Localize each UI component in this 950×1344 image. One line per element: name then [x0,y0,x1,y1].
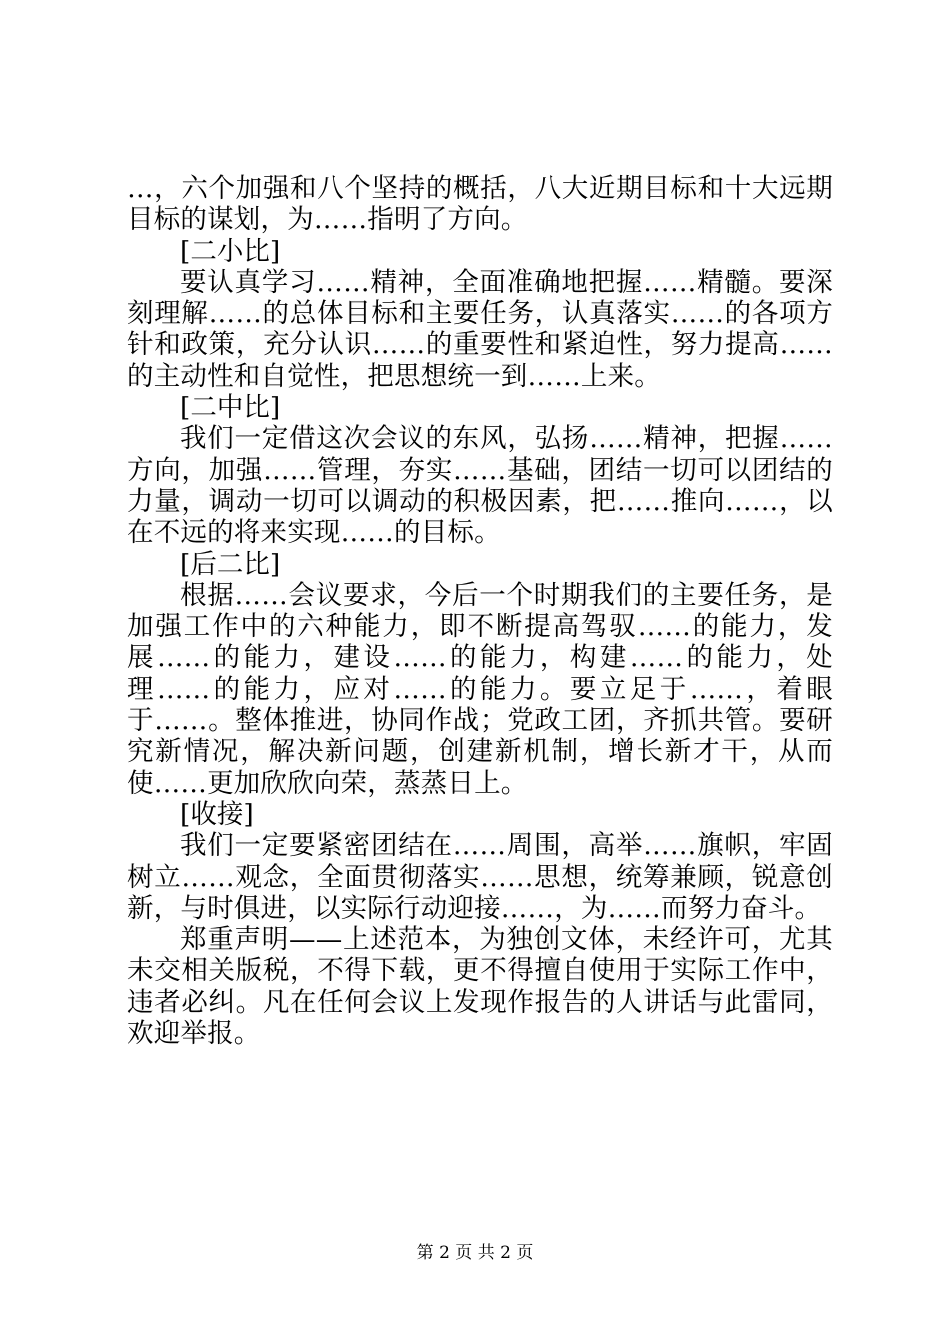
section-heading-er-xiao-bi: [二小比] [180,235,281,267]
document-body [127,173,833,1049]
section-heading-hou-er-bi: [后二比] [180,548,281,580]
paragraph-copyright-notice: 郑重声明——上述范本，为独创文体，未经许可，尤其未交相关版税，不得下载，更不得擅自使用于实际工作中，违者必纠。凡在任何会议上发现作报告的人讲话与此雷同，欢迎举报。 [127,924,833,1050]
paragraph-closing-rally: 我们一定要紧密团结在……周围，高举……旗帜，牢固树立……观念，全面贯彻落实……思想，统筹兼顾，锐意创新，与时俱进，以实际行动迎接……，为……而努力奋斗。 [127,830,833,924]
paragraph-study-spirit: 要认真学习……精神，全面准确地把握……精髓。要深刻理解……的总体目标和主要任务，认真落实……的各项方针和政策，充分认识……的重要性和紧迫性，努力提高……的主动性和自觉性，把思想统一到……上来。 [127,266,833,392]
section-heading-er-zhong-bi: [二中比] [180,392,281,424]
paragraph-main-tasks: 根据……会议要求，今后一个时期我们的主要任务，是加强工作中的六种能力，即不断提高驾驭……的能力，发展……的能力，建设……的能力，构建……的能力，处理……的能力，应对……的能力。要立足于……，着眼于……。整体推进，协同作战；党政工团，齐抓共管。要研究新情况，解决新问题，创建新机制，增长新才干，从而使……更加欣欣向荣，蒸蒸日上。 [127,579,833,799]
paragraph-intro-continuation: …，六个加强和八个坚持的概括，八大近期目标和十大远期目标的谋划，为……指明了方向。 [127,173,833,236]
page-footer: 第 2 页 共 2 页 [416,1243,534,1263]
section-heading-shou-jie: [收接] [180,798,254,830]
paragraph-meeting-momentum: 我们一定借这次会议的东风，弘扬……精神，把握……方向，加强……管理，夯实……基础，团结一切可以团结的力量，调动一切可以调动的积极因素，把……推向……，以在不远的将来实现……的目标。 [127,423,833,549]
